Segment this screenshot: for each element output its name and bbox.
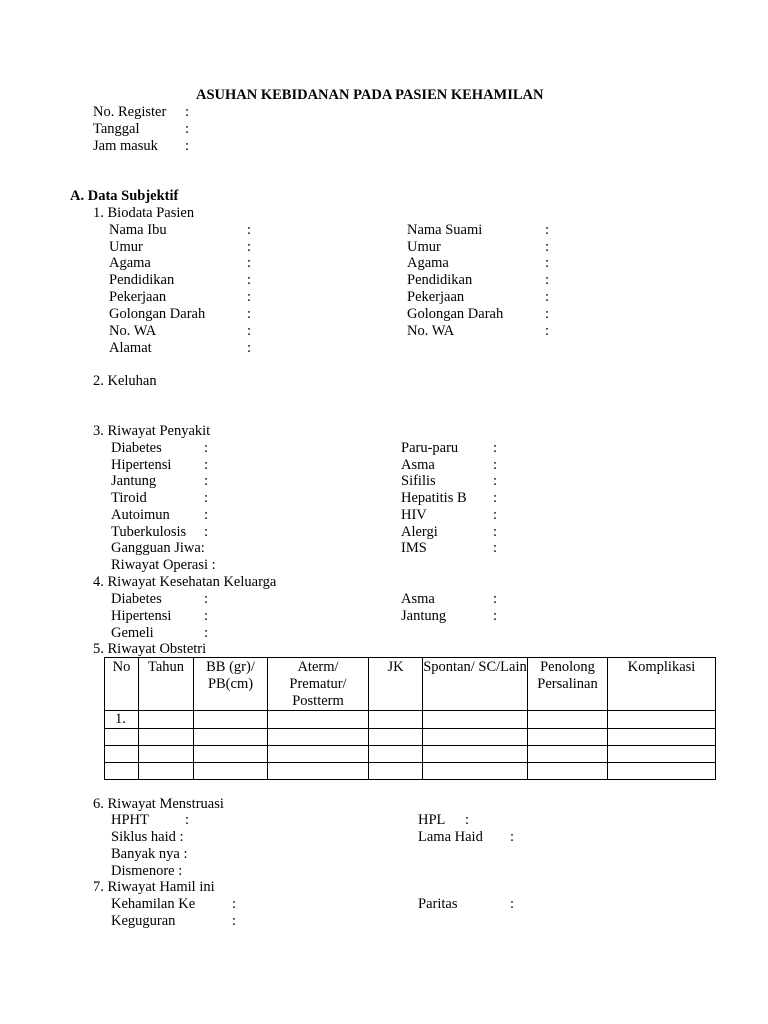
table-cell [194, 711, 268, 729]
register-label: No. Register [93, 104, 167, 120]
table-cell [608, 728, 716, 745]
family-disease-colon: : [493, 608, 498, 624]
table-cell [423, 711, 528, 729]
family-disease-label: Gemeli [111, 625, 154, 641]
biodata-colon: : [545, 239, 550, 255]
table-cell [423, 745, 528, 762]
table-cell [423, 728, 528, 745]
hpl-label: HPL [418, 812, 446, 828]
table-cell [139, 728, 194, 745]
paritas-label: Paritas [418, 896, 458, 912]
family-disease-colon: : [204, 591, 209, 607]
biodata-label: Golongan Darah [407, 306, 504, 322]
column-header: JK [369, 658, 423, 711]
biodata-label: Alamat [109, 340, 152, 356]
table-cell [268, 728, 369, 745]
disease-colon: : [204, 524, 209, 540]
biodata-colon: : [247, 306, 252, 322]
table-cell [139, 711, 194, 729]
biodata-label: Pekerjaan [407, 289, 465, 305]
table-cell [139, 745, 194, 762]
biodata-heading: 1. Biodata Pasien [93, 205, 195, 221]
table-cell [194, 762, 268, 779]
kehamilan-ke-colon: : [232, 896, 237, 912]
biodata-label: No. WA [109, 323, 157, 339]
hpht-label: HPHT [111, 812, 149, 828]
riwayat-menstruasi-heading: 6. Riwayat Menstruasi [93, 796, 224, 812]
family-disease-label: Diabetes [111, 591, 162, 607]
table-cell [369, 762, 423, 779]
disease-label: Tiroid [111, 490, 147, 506]
keguguran-label: Keguguran [111, 913, 176, 929]
riwayat-keluarga-heading: 4. Riwayat Kesehatan Keluarga [93, 574, 277, 590]
keluhan-heading: 2. Keluhan [93, 373, 157, 389]
table-cell [608, 762, 716, 779]
table-cell [105, 728, 139, 745]
kehamilan-ke-label: Kehamilan Ke [111, 896, 196, 912]
disease-colon: : [493, 490, 498, 506]
disease-colon: : [204, 507, 209, 523]
biodata-label: Nama Ibu [109, 222, 167, 238]
banyaknya-label: Banyak nya : [111, 846, 188, 862]
table-cell [528, 728, 608, 745]
family-disease-colon: : [204, 608, 209, 624]
disease-label: HIV [401, 507, 427, 523]
table-cell [139, 762, 194, 779]
hpht-colon: : [185, 812, 190, 828]
biodata-label: Agama [109, 255, 151, 271]
obstetric-history-table [104, 657, 716, 780]
jam-masuk-colon: : [185, 138, 190, 154]
biodata-label: Umur [407, 239, 441, 255]
disease-label: Autoimun [111, 507, 170, 523]
table-cell [528, 711, 608, 729]
riwayat-hamil-heading: 7. Riwayat Hamil ini [93, 879, 215, 895]
biodata-label: Golongan Darah [109, 306, 206, 322]
paritas-colon: : [510, 896, 515, 912]
disease-colon: : [204, 490, 209, 506]
table-cell [105, 745, 139, 762]
jam-masuk-label: Jam masuk [93, 138, 158, 154]
table-cell [528, 745, 608, 762]
table-cell [369, 745, 423, 762]
disease-label: Hipertensi [111, 457, 172, 473]
disease-colon: : [493, 440, 498, 456]
biodata-colon: : [247, 239, 252, 255]
table-row [105, 728, 716, 745]
dismenore-label: Dismenore : [111, 863, 183, 879]
biodata-label: Agama [407, 255, 449, 271]
riwayat-operasi-label: Riwayat Operasi : [111, 557, 216, 573]
keguguran-colon: : [232, 913, 237, 929]
disease-colon: : [493, 540, 498, 556]
table-header-row [105, 658, 716, 711]
table-cell [369, 711, 423, 729]
hpl-colon: : [465, 812, 470, 828]
table-cell [268, 762, 369, 779]
column-header: Aterm/ Prematur/ Postterm [268, 658, 369, 711]
family-disease-colon: : [493, 591, 498, 607]
tanggal-colon: : [185, 121, 190, 137]
biodata-colon: : [545, 222, 550, 238]
table-cell [608, 745, 716, 762]
disease-colon: : [493, 457, 498, 473]
siklus-haid-label: Siklus haid : [111, 829, 184, 845]
table-cell [268, 745, 369, 762]
table-cell [369, 728, 423, 745]
disease-label: Hepatitis B [401, 490, 467, 506]
disease-label: Alergi [401, 524, 438, 540]
section-a-heading: A. Data Subjektif [70, 188, 179, 204]
disease-colon: : [493, 524, 498, 540]
table-cell: 1. [105, 711, 139, 729]
disease-colon: : [204, 457, 209, 473]
disease-colon: : [204, 473, 209, 489]
page-title: ASUHAN KEBIDANAN PADA PASIEN KEHAMILAN [196, 87, 544, 103]
disease-colon: : [493, 507, 498, 523]
family-disease-label: Jantung [401, 608, 447, 624]
column-header: No [105, 658, 139, 711]
biodata-colon: : [247, 340, 252, 356]
riwayat-obstetri-heading: 5. Riwayat Obstetri [93, 641, 207, 657]
biodata-colon: : [545, 255, 550, 271]
family-disease-label: Asma [401, 591, 435, 607]
biodata-colon: : [545, 306, 550, 322]
table-row [105, 711, 716, 729]
biodata-colon: : [247, 255, 252, 271]
disease-label: Paru-paru [401, 440, 459, 456]
biodata-colon: : [247, 272, 252, 288]
biodata-label: Pendidikan [407, 272, 473, 288]
column-header: Penolong Persalinan [528, 658, 608, 711]
table-cell [194, 728, 268, 745]
table-cell [194, 745, 268, 762]
biodata-colon: : [247, 222, 252, 238]
biodata-label: Nama Suami [407, 222, 483, 238]
disease-label: Asma [401, 457, 435, 473]
family-disease-colon: : [204, 625, 209, 641]
disease-label: Sifilis [401, 473, 436, 489]
disease-colon: : [493, 473, 498, 489]
column-header: BB (gr)/ PB(cm) [194, 658, 268, 711]
table-cell [423, 762, 528, 779]
disease-label: Diabetes [111, 440, 162, 456]
gangguan-jiwa-label: Gangguan Jiwa: [111, 540, 205, 556]
disease-label: Jantung [111, 473, 157, 489]
biodata-label: Pekerjaan [109, 289, 167, 305]
biodata-colon: : [545, 272, 550, 288]
column-header: Spontan/ SC/Lain [423, 658, 528, 711]
biodata-colon: : [247, 323, 252, 339]
table-cell [528, 762, 608, 779]
biodata-colon: : [545, 323, 550, 339]
table-cell [105, 762, 139, 779]
column-header: Tahun [139, 658, 194, 711]
table-cell [268, 711, 369, 729]
biodata-label: No. WA [407, 323, 455, 339]
tanggal-label: Tanggal [93, 121, 140, 137]
riwayat-penyakit-heading: 3. Riwayat Penyakit [93, 423, 211, 439]
table-row [105, 762, 716, 779]
column-header: Komplikasi [608, 658, 716, 711]
biodata-label: Umur [109, 239, 143, 255]
lama-haid-label: Lama Haid [418, 829, 483, 845]
biodata-colon: : [545, 289, 550, 305]
disease-label: Tuberkulosis [111, 524, 187, 540]
table-cell [608, 711, 716, 729]
disease-label: IMS [401, 540, 427, 556]
table-row [105, 745, 716, 762]
lama-haid-colon: : [510, 829, 515, 845]
disease-colon: : [204, 440, 209, 456]
biodata-colon: : [247, 289, 252, 305]
register-colon: : [185, 104, 190, 120]
biodata-label: Pendidikan [109, 272, 175, 288]
family-disease-label: Hipertensi [111, 608, 172, 624]
